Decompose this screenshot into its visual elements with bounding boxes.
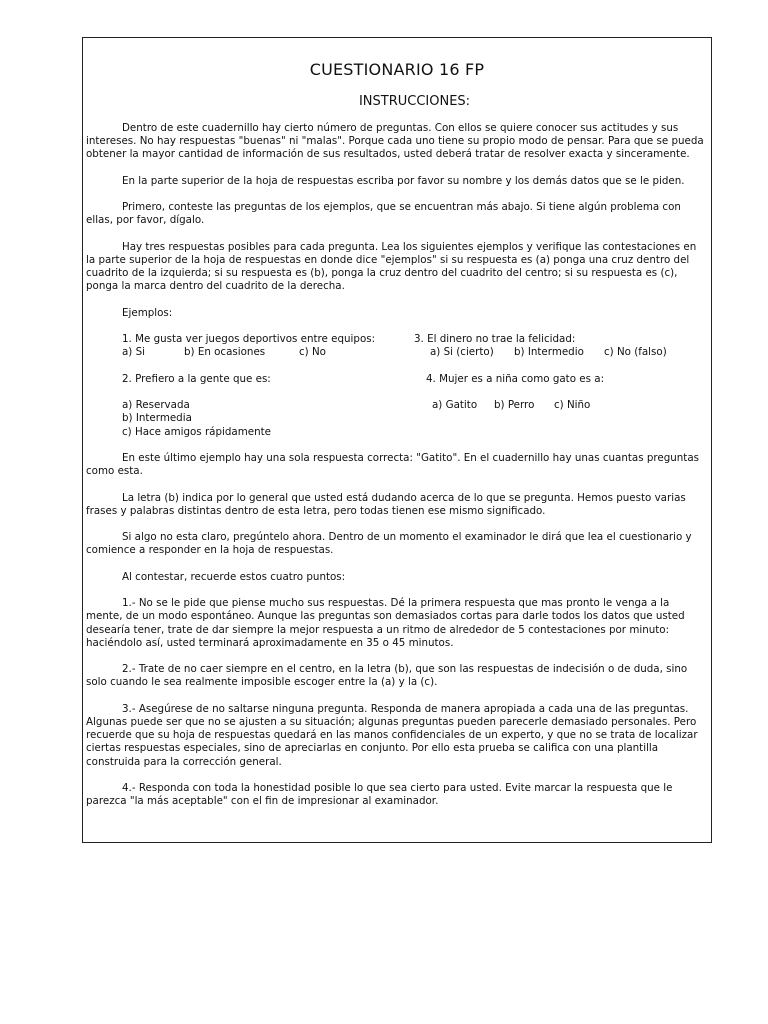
examples-label: Ejemplos: (122, 306, 173, 319)
point-3: 3.- Asegúrese de no saltarse ninguna pregunta. Responda de manera apropiada a cada una de las preguntas. Algunas puede ser que no se ajusten a su situación; algunas preguntas pueden parecerle demasiado personales. Pero recuerde que su hoja de respuestas quedará en las manos confidenciales de un experto, y que no se trata de localizar ciertas respuestas especiales, sino de apreciarlas en conjunto. Por ello esta prueba se califica con una plantilla construida para la corrección general. (86, 702, 698, 768)
instructions-heading: INSTRUCCIONES: (358, 94, 471, 109)
option-c: c) No (falso) (604, 346, 667, 359)
paragraph-four-points: Al contestar, recuerde estos cuatro puntos: (122, 570, 346, 583)
examples-row-1 (86, 333, 708, 359)
examples-row-2 (86, 373, 708, 439)
example-question-4-text: 4. Mujer es a niña como gato es a: (426, 372, 605, 385)
example-question-3-text: 3. El dinero no trae la felicidad: (414, 333, 576, 346)
option-b: b) Intermedio (514, 346, 584, 359)
option-a: a) Gatito (432, 399, 478, 412)
option-b: b) Intermedia (122, 412, 192, 425)
example-question-2-text: 2. Prefiero a la gente que es: (122, 372, 271, 385)
document-page (82, 37, 712, 843)
paragraph-letter-b: La letra (b) indica por lo general que usted está dudando acerca de lo que se pregunta. Hemos puesto varias frases y palabras distintas dentro de esta letra, pero todas tienen ese mismo significado. (86, 491, 686, 517)
option-b: b) Perro (494, 399, 535, 412)
example-question-4 (378, 373, 708, 439)
example-question-4-options (424, 399, 708, 412)
example-question-3-options (378, 346, 708, 359)
paragraph-single-answer: En este último ejemplo hay una sola respuesta correcta: "Gatito". En el cuadernillo hay unas cuantas preguntas como esta. (86, 451, 700, 478)
example-question-1-options (122, 346, 378, 359)
example-question-1-text: 1. Me gusta ver juegos deportivos entre equipos: (122, 333, 376, 346)
paragraph-questions: Si algo no esta claro, pregúntelo ahora. Dentro de un momento el examinador le dirá que lea el cuestionario y comience a responder en la hoja de respuestas. (86, 531, 692, 557)
option-a: a) Reservada (122, 399, 190, 412)
option-a: a) Si (122, 346, 145, 359)
paragraph-intro: Dentro de este cuadernillo hay cierto número de preguntas. Con ellos se quiere conocer sus actitudes y sus intereses. No hay respuestas "buenas" ni "malas". Porque cada uno tiene su propio modo de pensar. Para que se pueda obtener la mayor cantidad de información de sus resultados, usted deberá tratar de resolver exacta y sinceramente. (86, 122, 704, 161)
document-title: CUESTIONARIO 16 FP (309, 60, 485, 79)
instructions-body (86, 122, 708, 822)
option-c: c) Niño (554, 399, 591, 412)
point-1: 1.- No se le pide que piense mucho sus respuestas. Dé la primera respuesta que mas pronto le venga a la mente, de un modo espontáneo. Aunque las preguntas son demasiados cortas para darle todos los datos que usted desearía tener, trate de dar siempre la mejor respuesta a un ritmo de alrededor de 5 contestaciones por minuto: haciéndolo así, usted terminará aproximadamente en 35 o 45 minutos. (86, 597, 685, 649)
option-b: b) En ocasiones (184, 346, 266, 359)
option-c: c) No (299, 346, 326, 359)
paragraph-answer-options: Hay tres respuestas posibles para cada pregunta. Lea los siguientes ejemplos y verifique las contestaciones en la parte superior de la hoja de respuestas en donde dice "ejemplos" si su respuesta es (a) ponga una cruz dentro del cuadrito de la izquierda; si su respuesta es (b), ponga la cruz dentro del cuadrito del centro; si su respuesta es (c), ponga la marca dentro del cuadrito de la derecha. (86, 240, 697, 293)
paragraph-examples-first: Primero, conteste las preguntas de los ejemplos, que se encuentran más abajo. Si tiene algún problema con ellas, por favor, dígalo. (86, 201, 681, 227)
example-question-3 (378, 333, 708, 359)
option-c: c) Hace amigos rápidamente (122, 425, 271, 438)
example-question-1 (86, 333, 378, 359)
point-2: 2.- Trate de no caer siempre en el centro, en la letra (b), que son las respuestas de indecisión o de duda, sino solo cuando le sea realmente imposible escoger entre la (a) y la (c). (86, 663, 688, 689)
example-question-2 (86, 373, 378, 439)
option-a: a) Si (cierto) (430, 346, 494, 359)
paragraph-name: En la parte superior de la hoja de respuestas escriba por favor su nombre y los demás datos que se le piden. (122, 174, 685, 187)
point-4: 4.- Responda con toda la honestidad posible lo que sea cierto para usted. Evite marcar la respuesta que le parezca "la más aceptable" con el fin de impresionar al examinador. (86, 781, 673, 808)
